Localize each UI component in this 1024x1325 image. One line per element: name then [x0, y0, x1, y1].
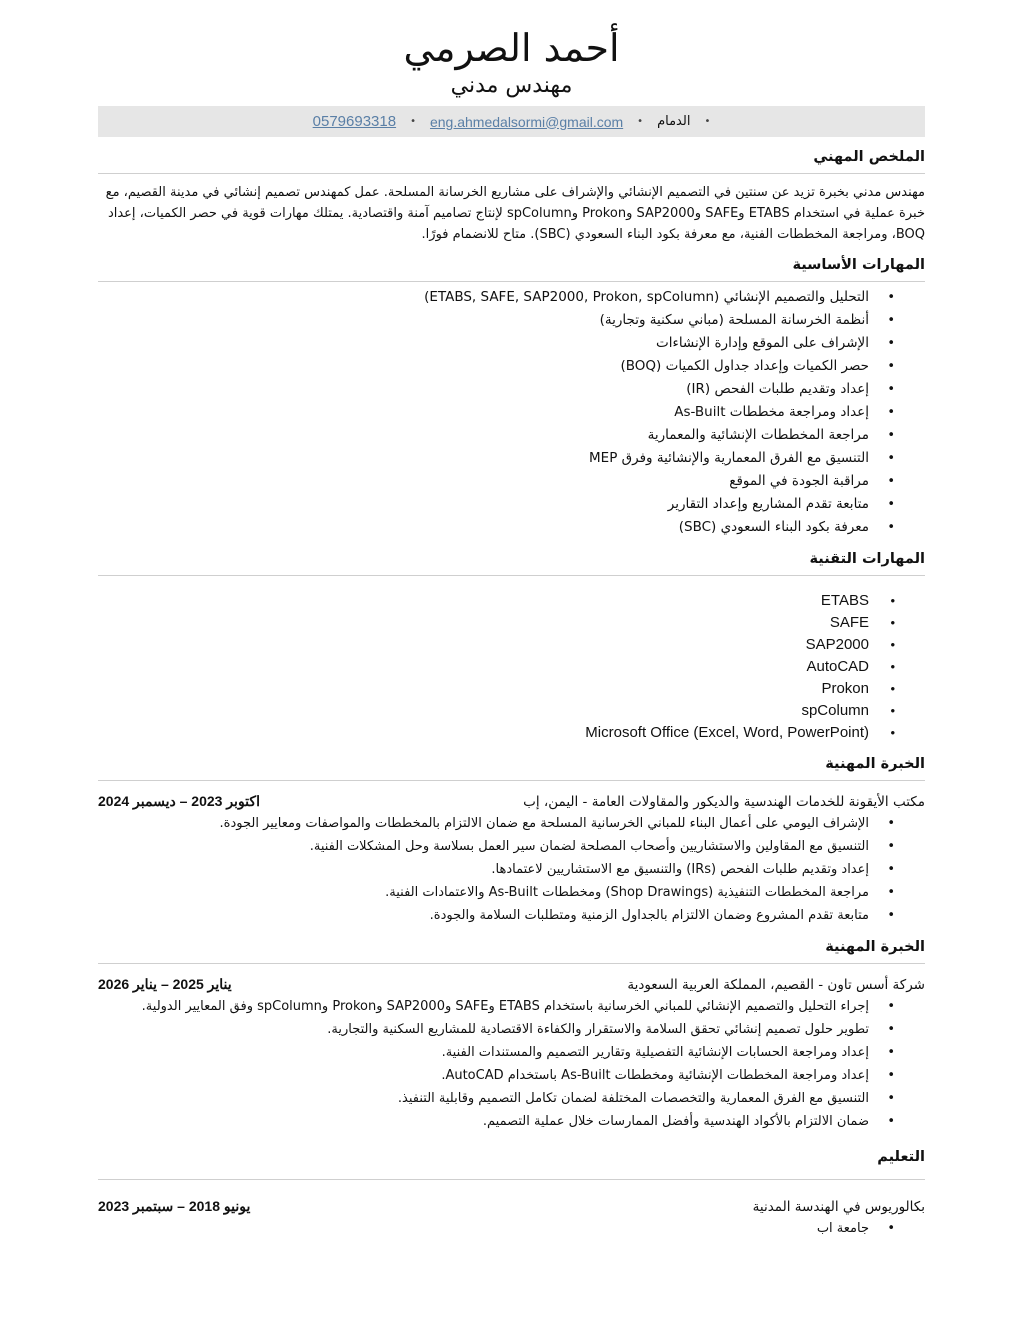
list-item: • Prokon [98, 678, 925, 700]
list-item: • إجراء التحليل والتصميم الإنشائي للمباني الخرسانية باستخدام ETABS وSAFE وSAP2000 وProkon وspColumn وفق المعايير الدولية. [98, 995, 925, 1018]
list-item: • التنسيق مع الفرق المعمارية والتخصصات المختلفة لضمان تكامل التصميم وقابلية التنفيذ. [98, 1087, 925, 1110]
list-item: • AutoCAD [98, 656, 925, 678]
job-dates: يناير 2025 – يناير 2026 [98, 976, 232, 992]
education-header [98, 1198, 925, 1215]
bullet-separator: • [704, 116, 711, 127]
contact-bar [98, 106, 925, 137]
list-item: • SAP2000 [98, 634, 925, 656]
list-item: • إعداد ومراجعة الحسابات الإنشائية التفصيلية وتقارير التصميم والمستندات الفنية. [98, 1041, 925, 1064]
list-item: • إعداد ومراجعة المخططات الإنشائية ومخططات As-Built باستخدام AutoCAD. [98, 1064, 925, 1087]
resume-page [98, 0, 925, 1325]
list-item: • مراقبة الجودة في الموقع [98, 470, 925, 493]
job-header [98, 793, 925, 810]
section-heading-experience: الخبرة المهنية [98, 939, 925, 964]
job-organization: مكتب الأيقونة للخدمات الهندسية والديكور والمقاولات العامة - اليمن، إب [523, 794, 925, 810]
section-heading-technical-skills: المهارات التقنية [98, 551, 925, 576]
section-heading-summary: الملخص المهني [98, 149, 925, 174]
list-item: • حصر الكميات وإعداد جداول الكميات (BOQ) [98, 355, 925, 378]
list-item: • ضمان الالتزام بالأكواد الهندسية وأفضل الممارسات خلال عملية التصميم. [98, 1110, 925, 1133]
list-item: • Microsoft Office (Excel, Word, PowerPoint) [98, 722, 925, 744]
bullet-separator: • [637, 116, 644, 127]
list-item: • مراجعة المخططات التنفيذية (Shop Drawings) ومخططات As-Built والاعتمادات الفنية. [98, 881, 925, 904]
job-header [98, 976, 925, 993]
education-degree: بكالوريوس في الهندسة المدنية [752, 1199, 925, 1215]
section-heading-experience: الخبرة المهنية [98, 756, 925, 781]
technical-skills-list [98, 590, 925, 744]
list-item: • التنسيق مع المقاولين والاستشاريين وأصحاب المصلحة لضمان سير العمل بسلاسة وحل المشكلات الفنية. [98, 835, 925, 858]
list-item: • إعداد وتقديم طلبات الفحص (IRs) والتنسيق مع الاستشاريين لاعتمادها. [98, 858, 925, 881]
list-item: • متابعة تقدم المشروع وضمان الالتزام بالجداول الزمنية ومتطلبات السلامة والجودة. [98, 904, 925, 927]
list-item: • إعداد ومراجعة مخططات As-Built [98, 401, 925, 424]
contact-location: الدمام [657, 114, 691, 129]
job-duties-list [98, 995, 925, 1133]
core-skills-list [98, 286, 925, 539]
candidate-title: مهندس مدني [450, 73, 573, 98]
summary-text: مهندس مدني بخبرة تزيد عن سنتين في التصميم الإنشائي والإشراف على مشاريع الخرسانة المسلحة. عمل كمهندس تصميم إنشائي في مدينة القصيم، مع خبرة عملية في استخدام ETABS وSAFE وSAP2000 وProkon وspColumn لإنتاج تصاميم آمنة واقتصادية. يمتلك مهارات قوية في حصر الكميات، إعداد BOQ، ومراجعة المخططات الفنية، مع معرفة بكود البناء السعودي (SBC). متاح للانضمام فورًا. [105, 185, 925, 242]
list-item: • تطوير حلول تصميم إنشائي تحقق السلامة والاستقرار والكفاءة الاقتصادية للمشاريع السكنية والتجارية. [98, 1018, 925, 1041]
email-link[interactable]: eng.ahmedalsormi@gmail.com [429, 113, 624, 130]
list-item: • مراجعة المخططات الإنشائية والمعمارية [98, 424, 925, 447]
education-dates: يونيو 2018 – سبتمبر 2023 [98, 1198, 251, 1214]
list-item: • إعداد وتقديم طلبات الفحص (IR) [98, 378, 925, 401]
list-item: • الإشراف اليومي على أعمال البناء للمباني الخرسانية المسلحة مع ضمان الالتزام بالمخططات والمواصفات ومعايير الجودة. [98, 812, 925, 835]
education-list [98, 1217, 925, 1240]
candidate-name: أحمد الصرمي [403, 26, 620, 70]
list-item: • أنظمة الخرسانة المسلحة (مباني سكنية وتجارية) [98, 309, 925, 332]
list-item: • متابعة تقدم المشاريع وإعداد التقارير [98, 493, 925, 516]
phone-link[interactable]: 0579693318 [312, 113, 397, 130]
list-item: • معرفة بكود البناء السعودي (SBC) [98, 516, 925, 539]
resume-header [98, 26, 925, 100]
list-item: • التحليل والتصميم الإنشائي (ETABS, SAFE, SAP2000, Prokon, spColumn) [98, 286, 925, 309]
list-item: • جامعة اب [98, 1217, 925, 1240]
list-item: • spColumn [98, 700, 925, 722]
list-item: • ETABS [98, 590, 925, 612]
list-item: • الإشراف على الموقع وإدارة الإنشاءات [98, 332, 925, 355]
list-item: • التنسيق مع الفرق المعمارية والإنشائية وفرق MEP [98, 447, 925, 470]
job-organization: شركة أسس تاون - القصيم، المملكة العربية السعودية [627, 977, 925, 993]
section-heading-education: التعليم [98, 1149, 925, 1180]
job-dates: اكتوبر 2023 – ديسمبر 2024 [98, 793, 260, 809]
job-duties-list [98, 812, 925, 927]
list-item: • SAFE [98, 612, 925, 634]
bullet-separator: • [410, 116, 416, 127]
section-heading-core-skills: المهارات الأساسية [98, 257, 925, 282]
